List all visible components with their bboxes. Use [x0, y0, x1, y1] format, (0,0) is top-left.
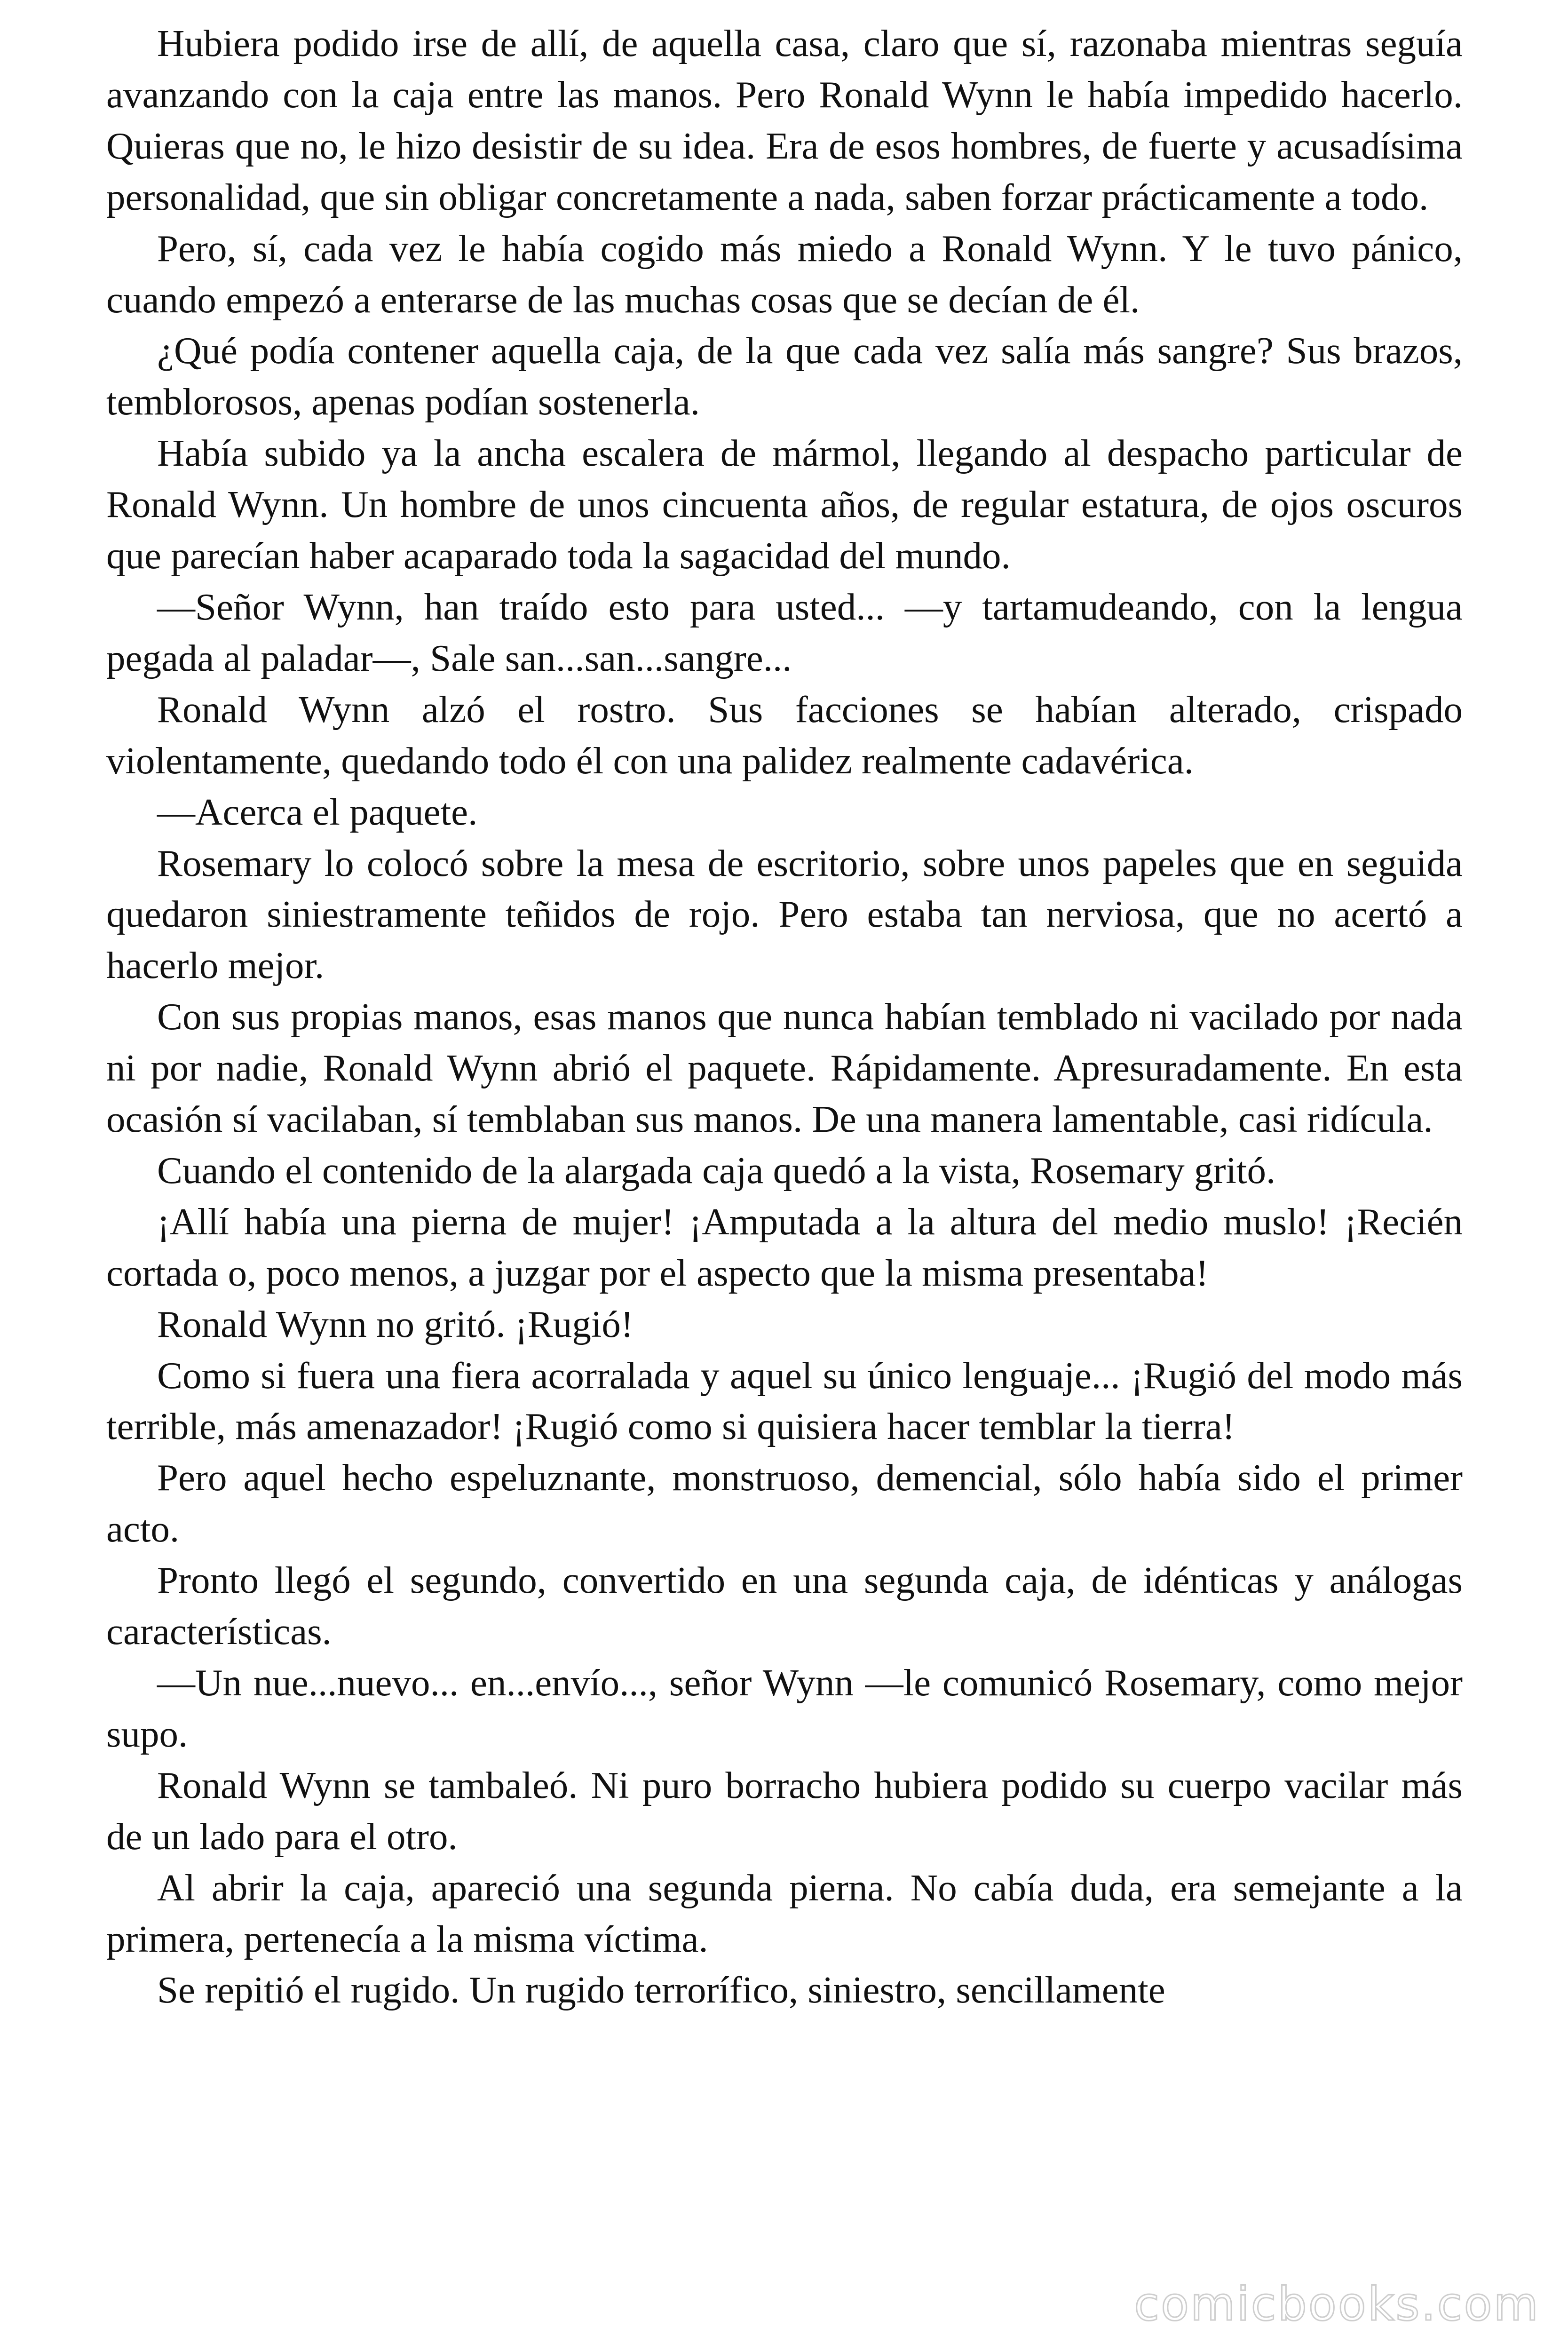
paragraph: Pero aquel hecho espeluznante, monstruoso, demencial, sólo había sido el primer acto.	[106, 1456, 1463, 1550]
paragraph: Al abrir la caja, apareció una segunda pierna. No cabía duda, era semejante a la primera, pertenecía a la misma víctima.	[106, 1866, 1463, 1960]
paragraph: Hubiera podido irse de allí, de aquella casa, claro que sí, razonaba mientras seguía avanzando con la caja entre las manos. Pero Ronald Wynn le había impedido hacerlo. Quieras que no, le hizo desistir de su idea. Era de esos hombres, de fuerte y acusadísima personalidad, que sin obligar concretamente a nada, saben forzar prácticamente a todo.	[106, 22, 1463, 218]
paragraph: ¡Allí había una pierna de mujer! ¡Amputada a la altura del medio muslo! ¡Recién cortada o, poco menos, a juzgar por el aspecto que la misma presentaba!	[106, 1200, 1463, 1294]
paragraph: Pronto llegó el segundo, convertido en una segunda caja, de idénticas y análogas características.	[106, 1559, 1463, 1653]
paragraph: Con sus propias manos, esas manos que nunca habían temblado ni vacilado por nada ni por nadie, Ronald Wynn abrió el paquete. Rápidamente. Apresuradamente. En esta ocasión sí vacilaban, sí temblaban sus manos. De una manera lamentable, casi ridícula.	[106, 995, 1463, 1141]
paragraph: ¿Qué podía contener aquella caja, de la que cada vez salía más sangre? Sus brazos, temblorosos, apenas podían sostenerla.	[106, 329, 1463, 423]
paragraph: —Acerca el paquete.	[157, 790, 478, 833]
paragraph: Ronald Wynn alzó el rostro. Sus facciones se habían alterado, crispado violentamente, quedando todo él con una palidez realmente cadavérica.	[106, 688, 1463, 782]
paragraph: Como si fuera una fiera acorralada y aquel su único lenguaje... ¡Rugió del modo más terrible, más amenazador! ¡Rugió como si quisiera hacer temblar la tierra!	[106, 1354, 1463, 1448]
paragraph: Ronald Wynn se tambaleó. Ni puro borracho hubiera podido su cuerpo vacilar más de un lado para el otro.	[106, 1764, 1463, 1858]
paragraph: —Señor Wynn, han traído esto para usted... —y tartamudeando, con la lengua pegada al paladar—, Sale san...san...sangre...	[106, 585, 1463, 679]
paragraph: Rosemary lo colocó sobre la mesa de escritorio, sobre unos papeles que en seguida quedaron siniestramente teñidos de rojo. Pero estaba tan nerviosa, que no acertó a hacerlo mejor.	[106, 842, 1463, 987]
paragraph: Cuando el contenido de la alargada caja quedó a la vista, Rosemary gritó.	[157, 1149, 1276, 1192]
paragraph: Ronald Wynn no gritó. ¡Rugió!	[157, 1303, 634, 1345]
paragraph: Había subido ya la ancha escalera de mármol, llegando al despacho particular de Ronald Wynn. Un hombre de unos cincuenta años, de regular estatura, de ojos oscuros que parecían haber acaparado toda la sagacidad del mundo.	[106, 432, 1463, 577]
book-page	[106, 18, 1463, 2016]
paragraph: —Un nue...nuevo... en...envío..., señor Wynn —le comunicó Rosemary, como mejor supo.	[106, 1661, 1463, 1755]
paragraph: Se repitió el rugido. Un rugido terrorífico, siniestro, sencillamente	[157, 1969, 1165, 2011]
watermark: comicbooks.com	[1134, 2278, 1540, 2331]
paragraph: Pero, sí, cada vez le había cogido más miedo a Ronald Wynn. Y le tuvo pánico, cuando empezó a enterarse de las muchas cosas que se decían de él.	[106, 227, 1463, 321]
